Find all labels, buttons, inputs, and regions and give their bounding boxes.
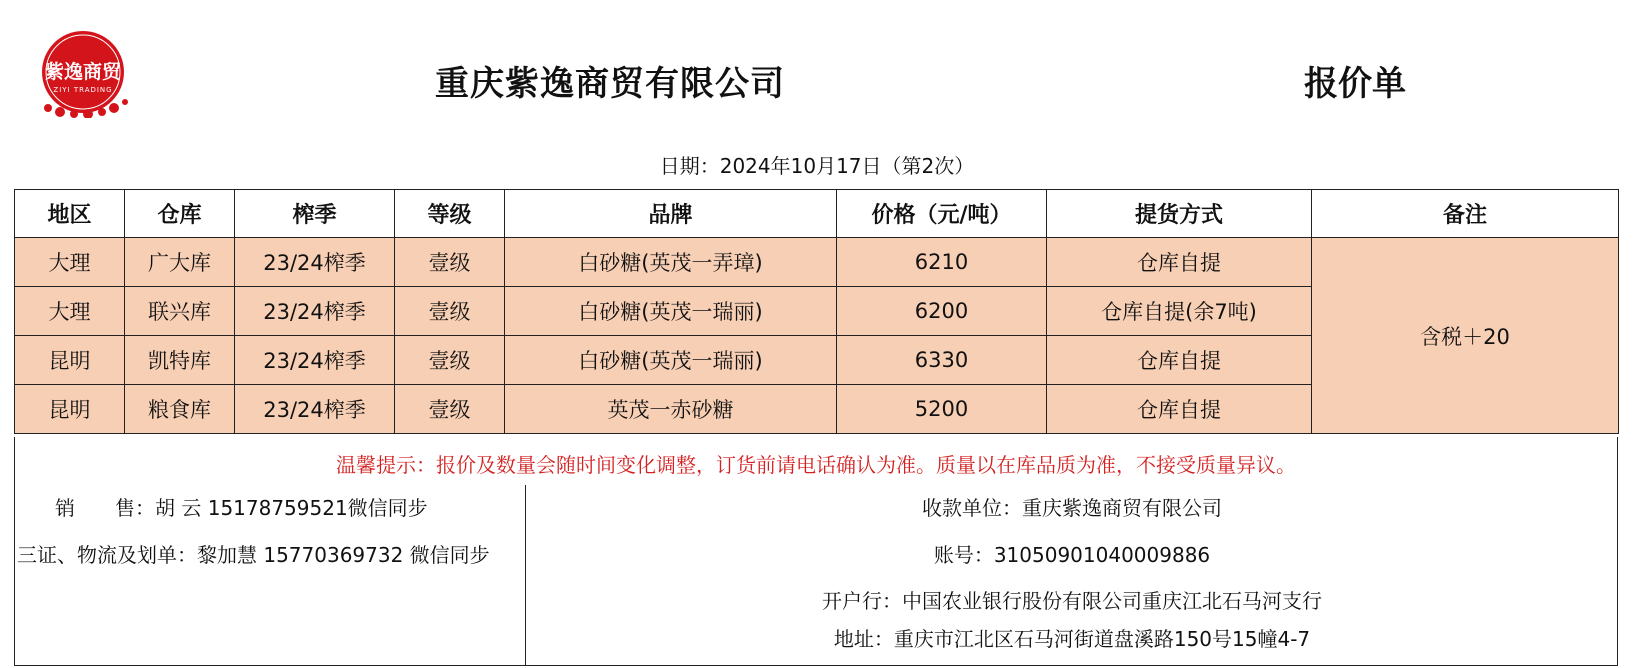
- company-logo: [28, 30, 140, 118]
- logo-text: 紫逸商贸: [44, 61, 122, 83]
- cell-region: 大理: [15, 287, 125, 336]
- footer-section: [14, 437, 1618, 666]
- quote-date: 日期：2024年10月17日（第2次）: [659, 154, 975, 178]
- table-header-row: [15, 190, 1619, 238]
- header-region: 地区: [15, 190, 125, 238]
- cell-price: 5200: [837, 385, 1047, 434]
- cell-pickup: 仓库自提: [1047, 336, 1312, 385]
- logo-subtext: ZIYI TRADING: [53, 86, 113, 94]
- cell-season: 23/24榨季: [235, 287, 395, 336]
- price-table: [14, 189, 1619, 434]
- cell-grade: 壹级: [395, 287, 505, 336]
- cell-warehouse: 粮食库: [125, 385, 235, 434]
- account-line: 账号：31050901040009886: [933, 543, 1211, 567]
- cell-warehouse: 联兴库: [125, 287, 235, 336]
- bank-line: 开户行：中国农业银行股份有限公司重庆江北石马河支行: [822, 589, 1322, 613]
- header-remark: 备注: [1312, 190, 1619, 238]
- cell-season: 23/24榨季: [235, 336, 395, 385]
- header-warehouse: 仓库: [125, 190, 235, 238]
- cell-grade: 壹级: [395, 336, 505, 385]
- cell-price: 6200: [837, 287, 1047, 336]
- payee-line: 收款单位：重庆紫逸商贸有限公司: [922, 496, 1222, 520]
- cell-price: 6330: [837, 336, 1047, 385]
- cell-remark: 含税＋20: [1312, 238, 1619, 434]
- cell-season: 23/24榨季: [235, 385, 395, 434]
- cell-pickup: 仓库自提: [1047, 238, 1312, 287]
- header-pickup: 提货方式: [1047, 190, 1312, 238]
- header-brand: 品牌: [505, 190, 837, 238]
- cell-price: 6210: [837, 238, 1047, 287]
- cell-brand: 白砂糖(英茂一瑞丽): [505, 336, 837, 385]
- cell-grade: 壹级: [395, 385, 505, 434]
- cell-brand: 白砂糖(英茂一瑞丽): [505, 287, 837, 336]
- company-name: 重庆紫逸商贸有限公司: [435, 64, 785, 104]
- cell-pickup: 仓库自提(余7吨): [1047, 287, 1312, 336]
- sales-label: 销 售：: [55, 496, 155, 520]
- document-title: 报价单: [1304, 64, 1406, 104]
- address-line: 地址：重庆市江北区石马河街道盘溪路150号15幢4-7: [833, 627, 1311, 651]
- cell-brand: 白砂糖(英茂一弄璋): [505, 238, 837, 287]
- cell-warehouse: 凯特库: [125, 336, 235, 385]
- header-grade: 等级: [395, 190, 505, 238]
- cell-brand: 英茂一赤砂糖: [505, 385, 837, 434]
- header-price: 价格（元/吨）: [837, 190, 1047, 238]
- cell-region: 昆明: [15, 385, 125, 434]
- cell-grade: 壹级: [395, 238, 505, 287]
- warm-notice: 温馨提示：报价及数量会随时间变化调整，订货前请电话确认为准。质量以在库品质为准，不接受质量异议。: [336, 453, 1296, 477]
- header-season: 榨季: [235, 190, 395, 238]
- cell-warehouse: 广大库: [125, 238, 235, 287]
- cell-region: 昆明: [15, 336, 125, 385]
- logistics-contact: 三证、物流及划单：黎加慧 15770369732 微信同步: [17, 543, 490, 567]
- table-row: [15, 238, 1619, 287]
- sales-contact: [55, 492, 428, 521]
- cell-region: 大理: [15, 238, 125, 287]
- cell-pickup: 仓库自提: [1047, 385, 1312, 434]
- cell-season: 23/24榨季: [235, 238, 395, 287]
- sales-value: 胡 云 15178759521微信同步: [155, 496, 428, 520]
